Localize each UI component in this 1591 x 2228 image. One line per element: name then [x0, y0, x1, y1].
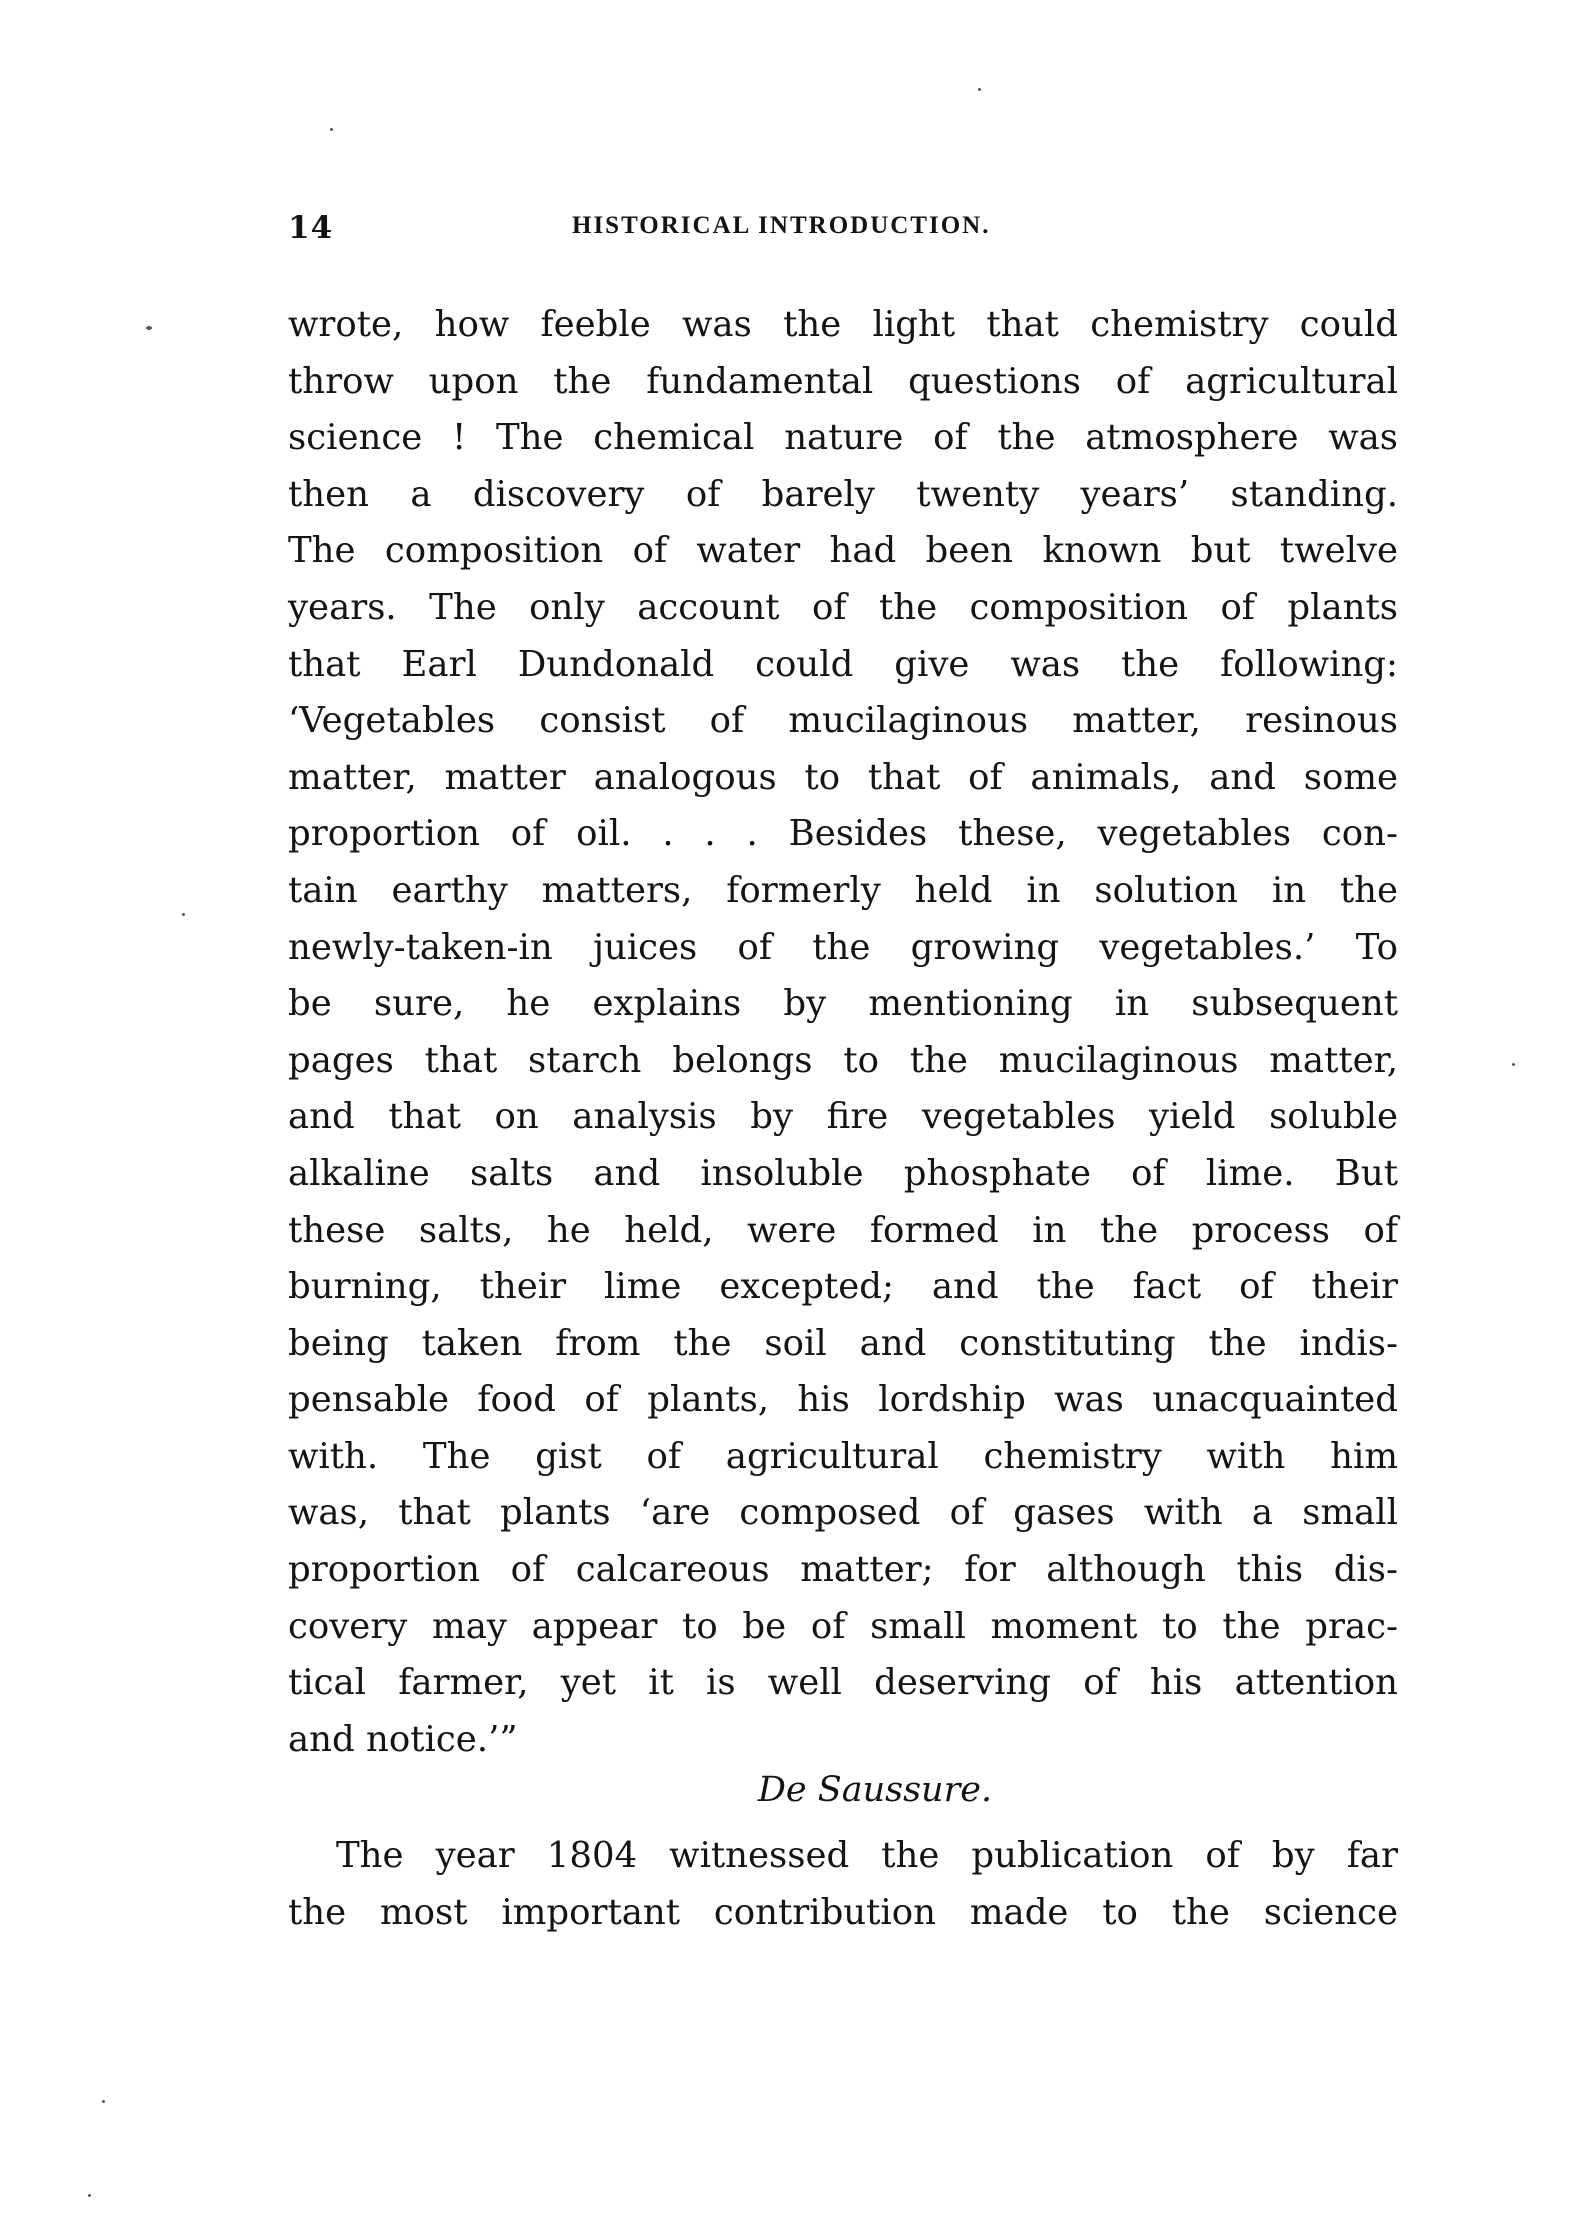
section-heading: De Saussure. [757, 1770, 993, 1810]
running-head: HISTORICAL INTRODUCTION. [572, 212, 991, 239]
scan-speck [88, 2194, 91, 2197]
text-line: that Earl Dundonald could give was the following: [288, 643, 1398, 685]
text-line: being taken from the soil and constituting the indis- [288, 1322, 1398, 1364]
text-line: The composition of water had been known but twelve [288, 530, 1398, 572]
text-line: science ! The chemical nature of the atmosphere was [288, 417, 1398, 459]
text-line: with. The gist of agricultural chemistry with him [288, 1435, 1398, 1477]
text-line: tain earthy matters, formerly held in solution in the [288, 869, 1398, 911]
page-header [288, 210, 1398, 250]
paragraph-2 [288, 1828, 1398, 1941]
text-line: and that on analysis by fire vegetables yield soluble [288, 1096, 1398, 1138]
text-line: The year 1804 witnessed the publication of by far [336, 1835, 1398, 1876]
text-line: pages that starch belongs to the mucilaginous matter, [288, 1039, 1398, 1081]
scan-speck [146, 326, 152, 330]
text-line: throw upon the fundamental questions of agricultural [288, 360, 1398, 402]
text-line: pensable food of plants, his lordship was unacquainted [288, 1379, 1398, 1421]
text-line: ‘Vegetables consist of mucilaginous matter, resinous [288, 700, 1398, 742]
text-line: these salts, he held, were formed in the process of [288, 1209, 1398, 1251]
scan-speck [330, 128, 333, 131]
text-line: burning, their lime excepted; and the fact of their [288, 1266, 1398, 1308]
text-line: was, that plants ‘are composed of gases with a small [288, 1492, 1398, 1534]
scan-speck [182, 913, 185, 916]
scan-speck [978, 88, 981, 91]
text-line: years. The only account of the composition of plants [288, 586, 1398, 628]
text-line: then a discovery of barely twenty years’ standing. [288, 473, 1398, 515]
text-line: newly-taken-in juices of the growing vegetables.’ To [288, 926, 1398, 968]
paragraph-1 [288, 297, 1398, 1768]
text-line: and notice.’” [288, 1718, 518, 1760]
text-line: wrote, how feeble was the light that chemistry could [288, 304, 1398, 345]
scan-speck [102, 2100, 105, 2103]
text-line: proportion of oil. . . . Besides these, vegetables con- [288, 813, 1398, 855]
text-line: proportion of calcareous matter; for although this dis- [288, 1549, 1398, 1591]
page-number: 14 [288, 210, 334, 246]
text-line: the most important contribution made to the science [288, 1891, 1398, 1933]
text-line: tical farmer, yet it is well deserving of his attention [288, 1662, 1398, 1704]
text-line: matter, matter analogous to that of animals, and some [288, 756, 1398, 798]
text-line: covery may appear to be of small moment to the prac- [288, 1605, 1398, 1647]
text-line: alkaline salts and insoluble phosphate of lime. But [288, 1152, 1398, 1194]
scan-speck [1512, 1063, 1515, 1066]
text-line: be sure, he explains by mentioning in subsequent [288, 983, 1398, 1025]
